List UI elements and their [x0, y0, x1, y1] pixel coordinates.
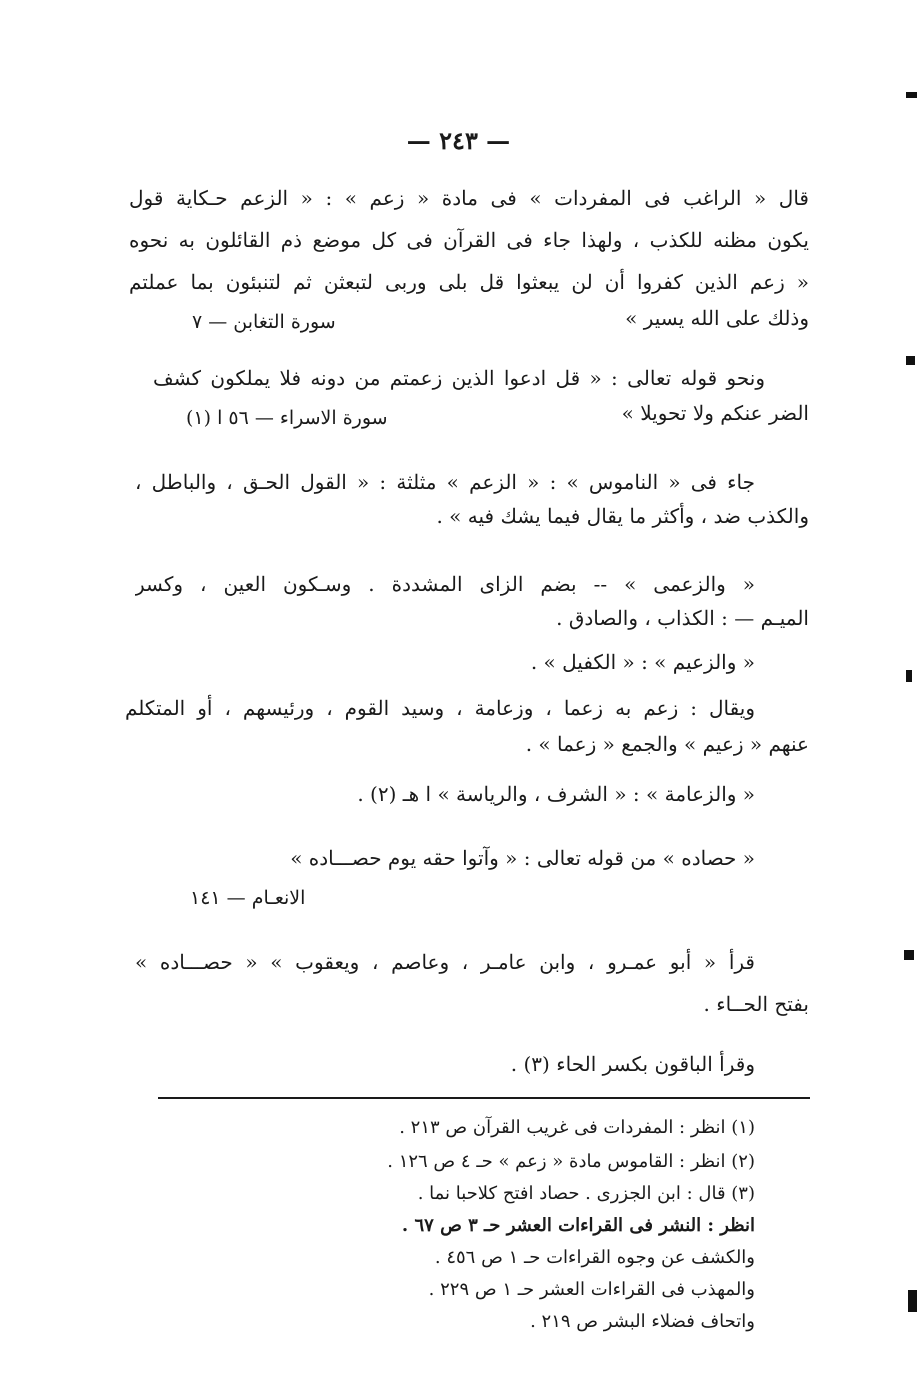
paragraph-4-line-3: « والزعيم » : « الكفيل » . — [530, 650, 755, 674]
paragraph-6-line-1: « حصاده » من قوله تعالى : « وآتوا حقه يوم حصـــاده » — [290, 846, 755, 870]
paragraph-5-line-1: ويقال : زعم به زعما ، وزعامة ، وسيد القوم ، ورئيسهم ، أو المتكلم — [125, 696, 755, 720]
paragraph-5-line-3: « والزعامة » : « الشرف ، والرياسة » ا هـ (٢) . — [357, 782, 755, 806]
footnote-3-source-nashr: انظر : النشر فى القراءات العشر حـ ٣ ص ٦٧ . — [401, 1215, 755, 1236]
footnote-divider — [158, 1097, 810, 1099]
paragraph-2-line-2: الضر عنكم ولا تحويلا » — [621, 401, 809, 425]
scan-edge-mark — [906, 670, 912, 682]
paragraph-4-line-1: « والزعمى » -- بضم الزاى المشددة . وسـكون العين ، وكسر — [135, 572, 755, 596]
scan-edge-mark — [908, 1290, 917, 1312]
page-number: — ٢٤٣ — — [406, 126, 511, 155]
paragraph-1-line-3: « زعم الذين كفروا أن لن يبعثوا قل بلى وربى لتبعثن ثم لتنبئون بما عملتم — [129, 270, 809, 294]
paragraph-8-line-1: وقرأ الباقون بكسر الحاء (٣) . — [510, 1052, 755, 1076]
quran-reference-isra: سورة الاسراء — ٥٦ ا (١) — [186, 407, 388, 429]
scan-edge-mark — [904, 950, 914, 960]
quran-reference-anam: الانعـام — ١٤١ — [190, 887, 306, 909]
paragraph-4-line-2: الميـم — : الكذاب ، والصادق . — [556, 606, 809, 630]
paragraph-5-line-2: عنهم « زعيم » والجمع « زعما » . — [525, 732, 809, 756]
footnote-1: (١) انظر : المفردات فى غريب القرآن ص ٢١٣ . — [399, 1117, 755, 1138]
footnote-3-source-muhadhdhab: والمهذب فى القراءات العشر حـ ١ ص ٢٢٩ . — [428, 1279, 755, 1300]
paragraph-3-line-1: جاء فى « الناموس » : « الزعم » مثلثة : « القول الحـق ، والباطل ، — [135, 470, 755, 494]
paragraph-7-line-2: بفتح الحــاء . — [703, 992, 809, 1016]
paragraph-1-line-4: وذلك على الله يسير » — [625, 306, 809, 330]
footnote-3: (٣) قال : ابن الجزرى . حصاد افتح كلاحبا نما . — [417, 1183, 755, 1204]
footnote-3-source-kashf: والكشف عن وجوه القراءات حـ ١ ص ٤٥٦ . — [434, 1247, 755, 1268]
paragraph-7-line-1: قرأ « أبو عمـرو ، وابن عامـر ، وعاصم ، ويعقوب » « حصـــاده » — [135, 950, 755, 974]
paragraph-1-line-1: قال « الراغب فى المفردات » فى مادة « زعم » : « الزعم حـكاية قول — [129, 186, 809, 210]
quran-reference-taghabun: سورة التغابن — ٧ — [192, 311, 336, 333]
footnote-2: (٢) انظر : القاموس مادة « زعم » حـ ٤ ص ١٢٦ . — [387, 1151, 755, 1172]
paragraph-3-line-2: والكذب ضد ، وأكثر ما يقال فيما يشك فيه » . — [436, 504, 809, 528]
scan-edge-mark — [906, 92, 917, 98]
scan-edge-mark — [906, 356, 915, 365]
paragraph-1-line-2: يكون مظنه للكذب ، ولهذا جاء فى القرآن فى كل موضع ذم القائلون به نحوه — [129, 228, 809, 252]
footnote-3-source-ithaf: واتحاف فضلاء البشر ص ٢١٩ . — [530, 1311, 755, 1332]
paragraph-2-line-1: ونحو قوله تعالى : « قل ادعوا الذين زعمتم من دونه فلا يملكون كشف — [153, 366, 765, 390]
